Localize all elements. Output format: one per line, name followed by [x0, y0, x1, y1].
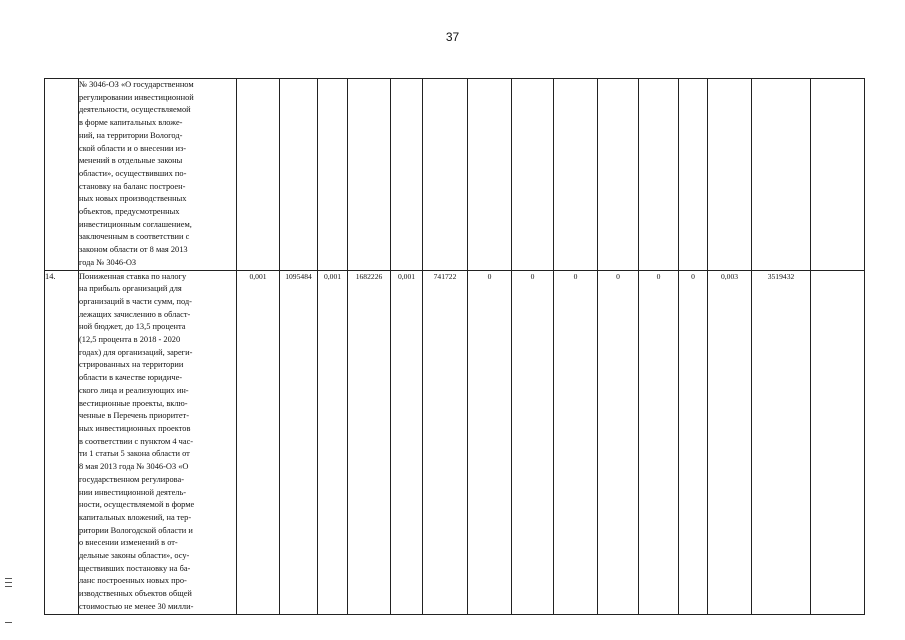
value-cell [752, 79, 811, 271]
value-text: 0 [616, 271, 620, 281]
description-line: 8 мая 2013 года № 3046-ОЗ «О [79, 462, 189, 472]
value-cell [512, 79, 554, 271]
description-line: о внесении изменений в от- [79, 538, 178, 548]
description-line: стрированных на территории [79, 360, 184, 370]
value-text: 0,003 [720, 271, 739, 281]
description-line: лежащих зачислению в област- [79, 309, 191, 319]
description-line: нии инвестиционной деятель- [79, 487, 187, 497]
description-line: ных новых производственных [79, 194, 187, 204]
value-cell [318, 79, 348, 271]
description-line: области в качестве юридиче- [79, 373, 183, 383]
description-line: стоимостью не менее 30 милли- [79, 601, 194, 611]
description-line: Пониженная ставка по налогу [79, 271, 187, 281]
row-description-cell [79, 270, 237, 614]
description-line: деятельности, осуществляемой [79, 105, 191, 115]
description-line: ных инвестиционных проектов [79, 423, 191, 433]
value-cell [708, 79, 752, 271]
value-cell [237, 79, 280, 271]
value-cell [811, 79, 865, 271]
description-line: инвестиционным соглашением, [79, 219, 192, 229]
value-text: 0,001 [323, 271, 342, 281]
value-cell [348, 270, 391, 614]
value-text: 0,001 [397, 271, 416, 281]
value-cell [708, 270, 752, 614]
scan-edge-mark [5, 582, 12, 583]
description-line: в соответствии с пунктом 4 час- [79, 436, 194, 446]
value-cell [554, 270, 598, 614]
value-cell [752, 270, 811, 614]
value-cell [679, 270, 708, 614]
value-text: 0 [656, 271, 661, 281]
description-line: объектов, предусмотренных [79, 207, 180, 217]
value-cell [280, 270, 318, 614]
description-line: ности, осуществляемой в форме [79, 500, 195, 510]
table-row-14 [45, 270, 865, 614]
description-line: менений в отдельные законы [79, 156, 183, 166]
value-cell [598, 79, 639, 271]
description-line: организаций в части сумм, под- [79, 296, 192, 306]
table-row-continuation [45, 79, 865, 271]
value-text: 741722 [433, 271, 457, 281]
value-cell [468, 270, 512, 614]
row-number-cell: 14. [45, 270, 79, 614]
value-text: 0 [530, 271, 535, 281]
description-line: ществивших постановку на ба- [79, 563, 191, 573]
description-line: годах) для организаций, зареги- [79, 347, 193, 357]
description-line: ланс построенных новых про- [79, 576, 187, 586]
description-line: ской области и о внесении из- [79, 143, 187, 153]
value-cell [811, 270, 865, 614]
description-line: вестиционные проекты, вклю- [79, 398, 188, 408]
description-line: капитальных вложений, на тер- [79, 512, 192, 522]
scan-edge-mark [5, 586, 12, 587]
description-line: № 3046-ОЗ «О государственном [79, 80, 194, 89]
description-line: заключенным в соответствии с [79, 232, 190, 242]
value-text: 3519432 [767, 271, 795, 281]
value-cell [391, 79, 423, 271]
scan-edge-mark [5, 578, 12, 579]
value-cell [348, 79, 391, 271]
value-cell [468, 79, 512, 271]
description-line: ти 1 статьи 5 закона области от [79, 449, 190, 459]
value-text: 0 [487, 271, 492, 281]
scan-edge-mark [5, 622, 12, 623]
value-cell [391, 270, 423, 614]
description-line: области», осуществивших по- [79, 168, 187, 178]
value-cell [423, 79, 468, 271]
row-description-cell [79, 79, 237, 271]
description-line: регулировании инвестиционной [79, 92, 194, 102]
value-cell [598, 270, 639, 614]
description-line: дельные законы области», осу- [79, 551, 190, 561]
value-cell [639, 79, 679, 271]
value-text: 1682226 [355, 271, 383, 281]
description-line: ной бюджет, до 13,5 процента [79, 322, 186, 332]
description-line: ний, на территории Вологод- [79, 130, 183, 140]
description-line: в форме капитальных вложе- [79, 118, 183, 128]
value-cell [318, 270, 348, 614]
description-line: законом области от 8 мая 2013 [79, 245, 188, 255]
description-line: ского лица и реализующих ин- [79, 385, 189, 395]
value-text: 0 [573, 271, 578, 281]
description-line: ченные в Перечень приоритет- [79, 411, 189, 421]
value-cell [554, 79, 598, 271]
row-number-cell [45, 79, 79, 271]
value-text: 0 [691, 271, 695, 281]
description-line: изводственных объектов общей [79, 589, 192, 599]
description-line: государственном регулирова- [79, 474, 184, 484]
description-line: становку на баланс построен- [79, 181, 186, 191]
description-line: на прибыль организаций для [79, 284, 182, 294]
value-cell [639, 270, 679, 614]
description-line: (12,5 процента в 2018 - 2020 [79, 335, 181, 345]
description-line: ритории Вологодской области и [79, 525, 193, 535]
page-number: 37 [445, 30, 460, 44]
description-line: года № 3046-ОЗ [79, 257, 137, 267]
benefits-table [44, 78, 865, 615]
value-cell [280, 79, 318, 271]
value-text: 0,001 [249, 271, 267, 281]
value-cell [512, 270, 554, 614]
value-cell [679, 79, 708, 271]
value-cell [237, 270, 280, 614]
value-text: 1095484 [285, 271, 312, 281]
value-cell [423, 270, 468, 614]
